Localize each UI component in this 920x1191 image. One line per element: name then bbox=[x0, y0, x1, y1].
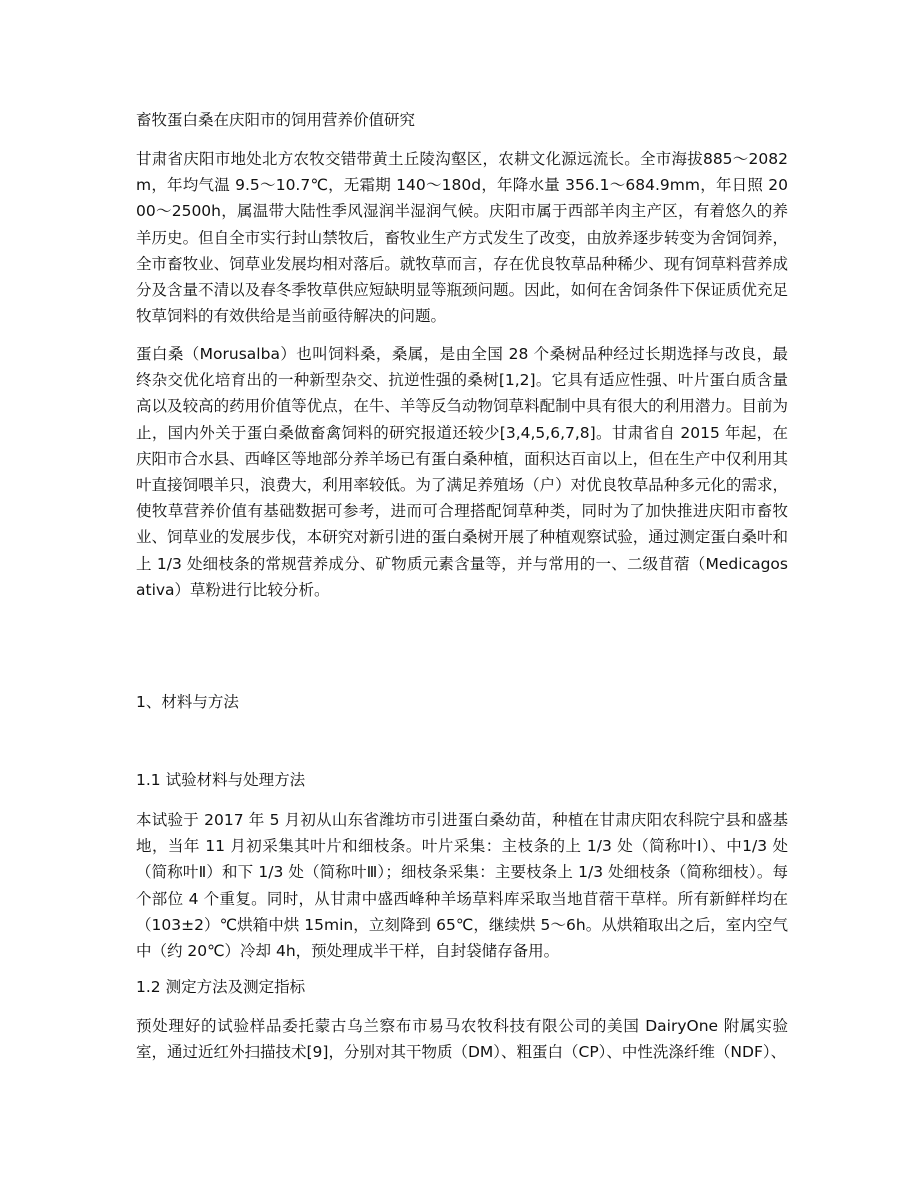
section-heading-materials-methods: 1、材料与方法 bbox=[136, 693, 239, 711]
subsection-heading-1-1: 1.1 试验材料与处理方法 bbox=[136, 771, 306, 789]
subsection-1-2-body: 预处理好的试验样品委托蒙古乌兰察布市易马农牧科技有限公司的美国 DairyOne 附属实验室，通过近红外扫描技术[9]，分别对其干物质（DM）、粗蛋白（CP）、中性洗涤纤维（NDF）、 bbox=[136, 1017, 788, 1062]
subsection-heading-1-2: 1.2 测定方法及测定指标 bbox=[136, 978, 306, 996]
document-title: 畜牧蛋白桑在庆阳市的饲用营养价值研究 bbox=[136, 111, 416, 129]
intro-paragraph-1: 甘肃省庆阳市地处北方农牧交错带黄土丘陵沟壑区，农耕文化源远流长。全市海拔885～2082m，年均气温 9.5～10.7℃，无霜期 140～180d，年降水量 356.1～684.9mm，年日照 2000～2500h，属温带大陆性季风湿润半湿润气候。庆阳市属于西部羊肉主产区，有着悠久的养羊历史。但自全市实行封山禁牧后，畜牧业生产方式发生了改变，由放养逐步转变为舍饲饲养，全市畜牧业、饲草业发展均相对落后。就牧草而言，存在优良牧草品种稀少、现有饲草料营养成分及含量不清以及春冬季牧草供应短缺明显等瓶颈问题。因此，如何在舍饲条件下保证质优充足牧草饲料的有效供给是当前亟待解决的问题。 bbox=[136, 150, 788, 326]
intro-paragraph-2: 蛋白桑（Morusalba）也叫饲料桑，桑属，是由全国 28 个桑树品种经过长期选择与改良，最终杂交优化培育出的一种新型杂交、抗逆性强的桑树[1,2]。它具有适应性强、叶片蛋白质含量高以及较高的药用价值等优点，在牛、羊等反刍动物饲草料配制中具有很大的利用潜力。目前为止，国内外关于蛋白桑做畜禽饲料的研究报道还较少[3,4,5,6,7,8]。甘肃省自 2015 年起，在庆阳市合水县、西峰区等地部分养羊场已有蛋白桑种植，面积达百亩以上，但在生产中仅利用其叶直接饲喂羊只，浪费大，利用率较低。为了满足养殖场（户）对优良牧草品种多元化的需求，使牧草营养价值有基础数据可参考，进而可合理搭配饲草种类，同时为了加快推进庆阳市畜牧业、饲草业的发展步伐，本研究对新引进的蛋白桑树开展了种植观察试验，通过测定蛋白桑叶和上 1/3 处细枝条的常规营养成分、矿物质元素含量等，并与常用的一、二级苜蓿（Medicagosativa）草粉进行比较分析。 bbox=[136, 345, 788, 599]
subsection-1-1-body: 本试验于 2017 年 5 月初从山东省潍坊市引进蛋白桑幼苗，种植在甘肃庆阳农科院宁县和盛基地，当年 11 月初采集其叶片和细枝条。叶片采集：主枝条的上 1/3 处（简称叶Ⅰ）、中1/3 处（简称叶Ⅱ）和下 1/3 处（简称叶Ⅲ）；细枝条采集：主要枝条上 1/3 处细枝条（简称细枝）。每个部位 4 个重复。同时，从甘肃中盛西峰种羊场草料库采取当地苜蓿干草样。所有新鲜样均在（103±2）℃烘箱中烘 15min，立刻降到 65℃，继续烘 5～6h。从烘箱取出之后，室内空气中（约 20℃）冷却 4h，预处理成半干样，自封袋储存备用。 bbox=[136, 811, 788, 961]
